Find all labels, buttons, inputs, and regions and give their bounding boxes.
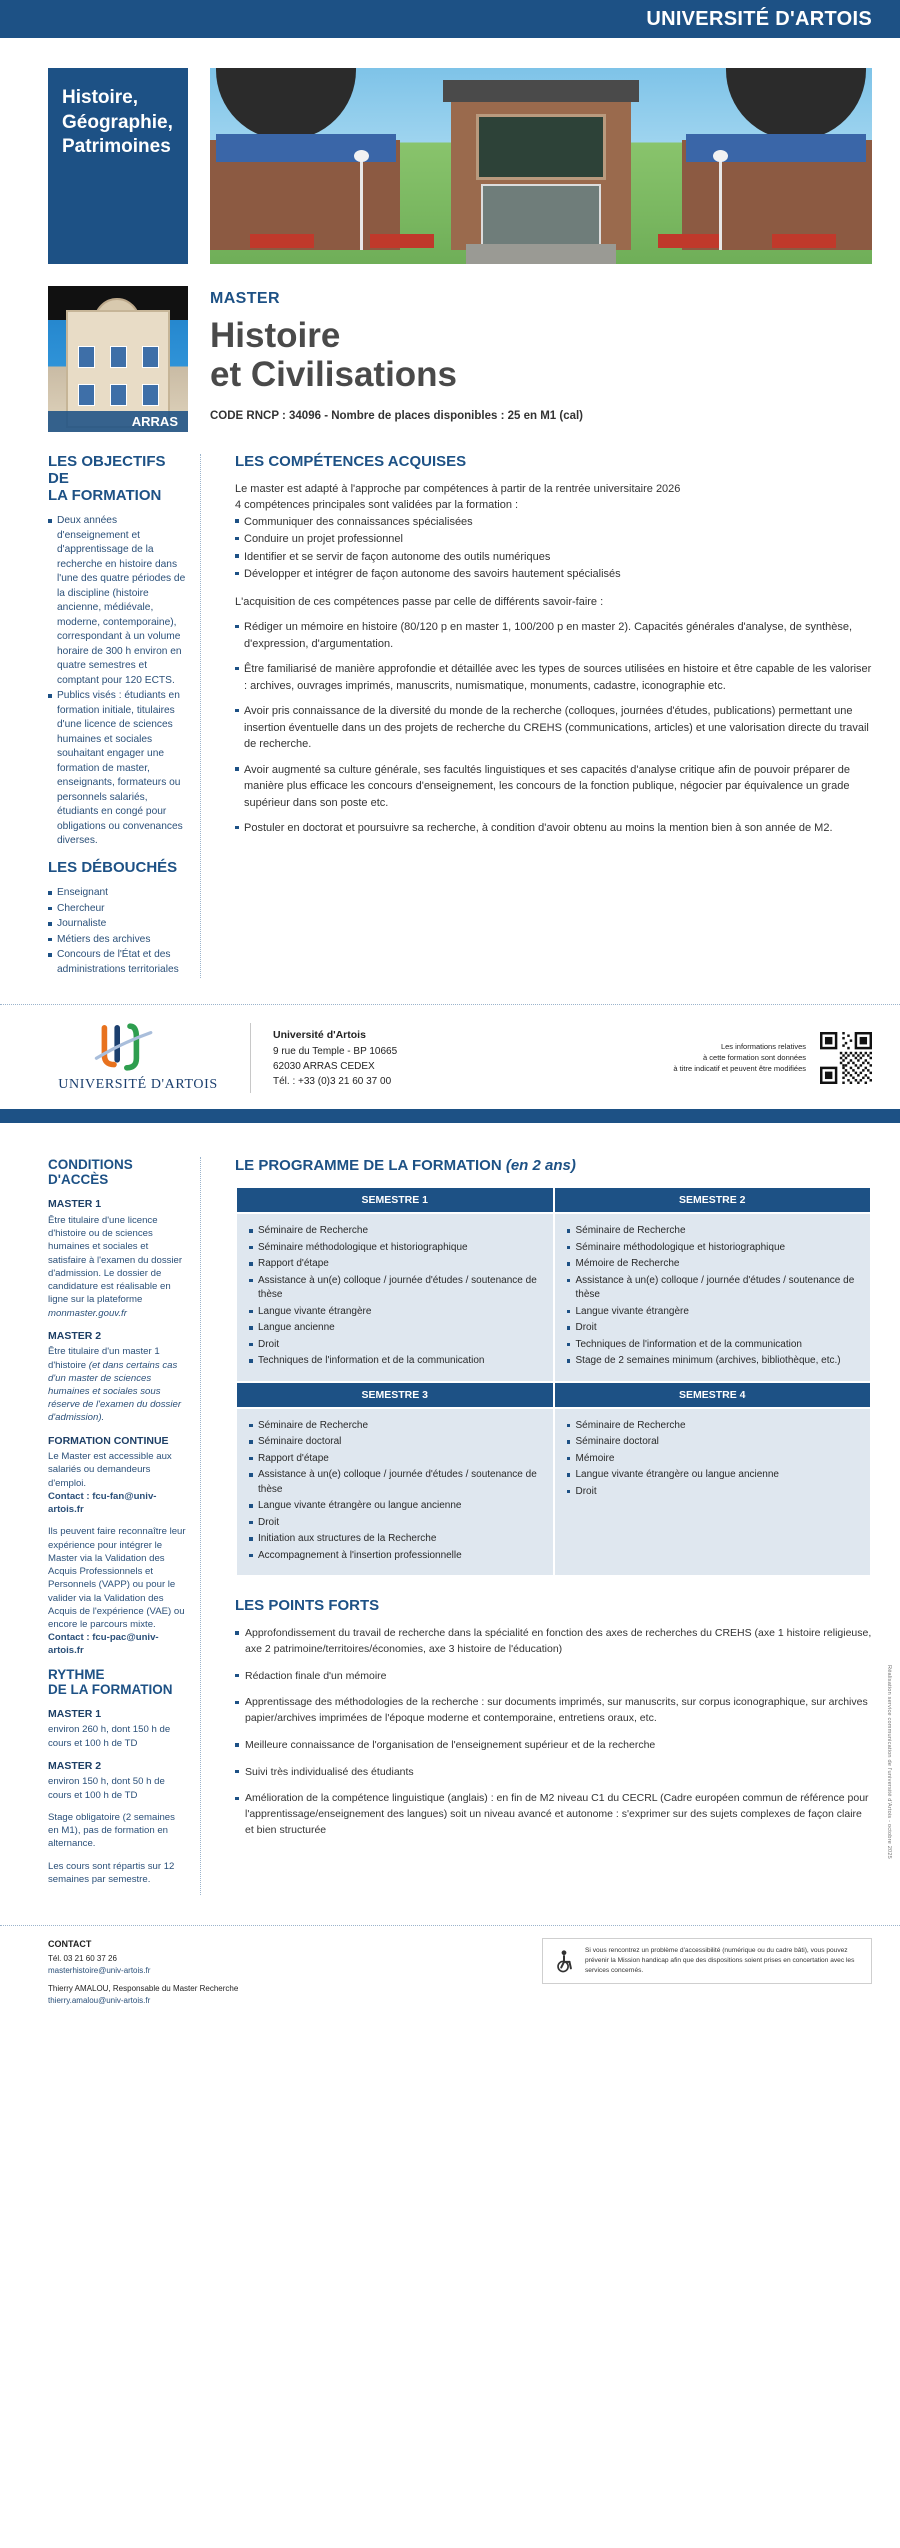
master-title-line1: Histoire [210,316,341,355]
semester-2-cell [554,1213,872,1382]
debouches-heading: LES DÉBOUCHÉS [48,858,178,876]
monmaster-link[interactable]: monmaster.gouv.fr [48,1307,127,1319]
title-row [0,264,900,432]
formation-continue-text: Le Master est accessible aux salariés ou demandeurs d'emploi. Contact : fcu-fan@univ-artois.fr [48,1451,172,1516]
points-forts-section [235,1597,872,1839]
list-item: Enseignant [48,886,186,900]
competences-column [217,454,872,978]
vap-contact-email[interactable]: Contact : fcu-pac@univ-artois.fr [48,1632,159,1657]
list-item: Avoir augmenté sa culture générale, ses facultés linguistiques et ses capacités d'analyse critique afin de pouvoir préparer de manière plus efficace les concours d'enseignement, les concours de la fonction publique, négocier par équivalence un grade supérieur dans son poste etc. [235,762,872,812]
lower-section [0,1135,900,1895]
list-item: Assistance à un(e) colloque / journée d'études / soutenance de thèse [249,1468,541,1497]
left-column [48,454,200,978]
column-divider [200,454,201,978]
list-item: Deux années d'enseignement et d'apprentissage de la recherche en histoire dans l'une des quatre périodes de la discipline (histoire ancienne, médiévale, moderne, contemporaine), correspondant à un volume horaire de 300 h environ en quatre semestres et comptant pour 120 ECTS. [48,514,186,688]
list-item: Rédaction finale d'un mémoire [235,1669,872,1685]
table-row-headers-2 [236,1382,871,1408]
rythme-m1-title: MASTER 1 [48,1707,102,1720]
list-item: Apprentissage des méthodologies de la recherche : sur documents imprimés, sur manuscrits, sur corpus iconographique, sur archives papier/archives imprimées de l'époque moderne et contemporaine, entretiens oraux, etc. [235,1695,872,1727]
list-item: Séminaire de Recherche [249,1419,541,1434]
list-item: Publics visés : étudiants en formation initiale, titulaires d'une licence de sciences humaines et sociales souhaitant engager une formation de master, enseignants, formateurs ou personnels salariés, étudiants en congé pour obligations ou convenances diverses. [48,689,186,848]
wheelchair-accessibility-icon [553,1949,575,1973]
info-disclaimer: Les informations relatives à cette formation sont données à titre indicatif et peuvent être modifiées [673,1041,806,1073]
list-item: Droit [249,1516,541,1531]
list-item: Journaliste [48,917,186,931]
conditions-master2-title: MASTER 2 [48,1329,102,1342]
address-name: Université d'Artois [273,1028,366,1041]
rythme-stage: Stage obligatoire (2 semaines en M1), pas de formation en alternance. [48,1811,175,1850]
programme-heading: LE PROGRAMME DE LA FORMATION (en 2 ans) [235,1157,576,1175]
master-title-line2: et Civilisations [210,355,458,395]
list-item: Métiers des archives [48,933,186,947]
list-item: Amélioration de la compétence linguistique (anglais) : en fin de M2 niveau C1 du CECRL (Cadre européen commun de référence pour l'apprentissage/enseignement des langues) soit un niveau avancé et autonome : s'exprimer sur des sujets complexes de façon claire et bien structurée [235,1791,872,1838]
lower-column-divider [200,1157,201,1895]
list-item: Séminaire de Recherche [249,1224,541,1239]
mid-footer-right [673,1032,872,1084]
university-title: UNIVERSITÉ D'ARTOIS [646,7,872,30]
table-row-s1-s2 [236,1213,871,1382]
mid-footer [0,1004,900,1109]
list-item: Initiation aux structures de la Recherche [249,1532,541,1547]
domain-badge-label: Histoire, Géographie, Patrimoines [62,87,173,158]
list-item: Rapport d'étape [249,1257,541,1272]
vap-text: Ils peuvent faire reconnaître leur expérience pour intégrer le Master via la Validation des Acquis Professionnels et Personnels (VAPP) ou pour le valider via la Validation des Acquis de l'expérience (VAE) ou encore le parcours mixte. Contact : fcu-pac@univ-artois.fr [48,1526,186,1657]
list-item: Chercheur [48,902,186,916]
contact-block [48,1938,238,2007]
bottom-footer [0,1925,900,2029]
page-title [210,316,872,394]
table-row-headers-1 [236,1187,871,1213]
list-item: Techniques de l'information et de la communication [567,1338,859,1353]
objectifs-heading: LES OBJECTIFS DE LA FORMATION [48,453,166,504]
list-item: Meilleure connaissance de l'organisation de l'enseignement supérieur et de la recherche [235,1738,872,1754]
list-item: Développer et intégrer de façon autonome des savoirs hautement spécialisés [235,566,872,583]
semester-2-header: SEMESTRE 2 [554,1187,872,1213]
conditions-heading: CONDITIONS D'ACCÈS [48,1157,133,1188]
arras-city-label: ARRAS [48,411,188,432]
list-item: Techniques de l'information et de la communication [249,1354,541,1369]
semester-1-cell [236,1213,554,1382]
vertical-credit-text: Réalisation service communication de l'université d'Artois - octobre 2025 [886,1664,892,1859]
list-item: Séminaire méthodologique et historiographique [249,1241,541,1256]
arras-belfry-photo [48,286,188,432]
competences-intro-1: Le master est adapté à l'approche par compétences à partir de la rentrée universitaire 2026 [235,482,681,495]
list-item: Langue ancienne [249,1321,541,1336]
list-item: Langue vivante étrangère [249,1305,541,1320]
rythme-m2-title: MASTER 2 [48,1759,102,1772]
list-item: Assistance à un(e) colloque / journée d'études / soutenance de thèse [249,1274,541,1303]
competences-main-list [235,514,872,583]
points-forts-list [235,1626,872,1839]
debouches-list [48,886,186,977]
rncp-code-line: CODE RNCP : 34096 - Nombre de places disponibles : 25 en M1 (cal) [210,410,584,423]
hero-row [0,38,900,264]
university-logo [48,1023,228,1093]
main-content [0,432,900,978]
address-city: 62030 ARRAS CEDEX [273,1060,375,1072]
logo-wordmark: UNIVERSITÉ D'ARTOIS [58,1077,218,1093]
contact-person-email[interactable]: thierry.amalou@univ-artois.fr [48,1995,151,2005]
list-item: Postuler en doctorat et poursuivre sa recherche, à condition d'avoir obtenu au moins la mention bien à son année de M2. [235,820,872,837]
blue-divider-band [0,1109,900,1123]
semester-4-header: SEMESTRE 4 [554,1382,872,1408]
list-item: Être familiarisé de manière approfondie et détaillée avec les types de sources utilisées en histoire et être capable de les valoriser : archives, ouvrages imprimés, manuscrits, numismatique, monuments, cadastre, iconographie etc. [235,661,872,694]
top-blue-bar [0,0,900,38]
domain-badge [48,68,188,264]
accessibility-text: Si vous rencontrez un problème d'accessibilité (numérique ou du cadre bâti), vous pouvez prévenir la Mission handicap afin que des dispositions soient prises en concertation avec les services concernés. [585,1947,855,1974]
list-item: Droit [249,1338,541,1353]
list-item: Rédiger un mémoire en histoire (80/120 p en master 1, 100/200 p en master 2). Capacités générales d'analyse, de synthèse, d'expression, d'argumentation. [235,619,872,652]
semester-3-header: SEMESTRE 3 [236,1382,554,1408]
list-item: Droit [567,1321,859,1336]
list-item: Assistance à un(e) colloque / journée d'études / soutenance de thèse [567,1274,859,1303]
semester-3-cell [236,1408,554,1577]
list-item: Langue vivante étrangère ou langue ancienne [249,1499,541,1514]
programme-column [217,1157,872,1895]
list-item: Droit [567,1485,859,1500]
fc-contact-email[interactable]: Contact : fcu-fan@univ-artois.fr [48,1490,157,1516]
list-item: Mémoire de Recherche [567,1257,859,1272]
address-street: 9 rue du Temple - BP 10665 [273,1045,398,1057]
university-address [273,1028,397,1089]
competences-bridge: L'acquisition de ces compétences passe par celle de différents savoir-faire : [235,595,604,608]
campus-building-photo [210,68,872,264]
conditions-master1-title: MASTER 1 [48,1198,102,1211]
list-item: Stage de 2 semaines minimum (archives, bibliothèque, etc.) [567,1354,859,1369]
formation-continue-title: FORMATION CONTINUE [48,1434,169,1447]
list-item: Identifier et se servir de façon autonome des outils numériques [235,549,872,566]
list-item: Avoir pris connaissance de la diversité du monde de la recherche (colloques, journées d'études, publications) permettant une insertion éventuelle dans un des projets de recherche du CREHS (communications, articles) et une valorisation directe du travail de recherche. [235,703,872,753]
competences-heading: LES COMPÉTENCES ACQUISES [235,453,467,470]
list-item: Langue vivante étrangère ou langue ancienne [567,1468,859,1483]
programme-table [235,1186,872,1577]
list-item: Suivi très individualisé des étudiants [235,1765,872,1781]
list-item: Mémoire [567,1452,859,1467]
contact-email[interactable]: masterhistoire@univ-artois.fr [48,1965,151,1975]
table-row-s3-s4 [236,1408,871,1577]
list-item: Communiquer des connaissances spécialisées [235,514,872,531]
rythme-heading: RYTHME DE LA FORMATION [48,1666,173,1697]
list-item: Conduire un projet professionnel [235,531,872,548]
rythme-m1-text: environ 260 h, dont 150 h de cours et 100 h de TD [48,1724,171,1749]
list-item: Séminaire de Recherche [567,1224,859,1239]
list-item: Séminaire méthodologique et historiographique [567,1241,859,1256]
savoir-faire-list [235,619,872,837]
conditions-master1-text: Être titulaire d'une licence d'histoire ou de sciences humaines et sociales et satisfaire à l'examen du dossier d'admission. Le dossier de candidature est réalisable en ligne sur la plateforme monmaster.gouv.fr [48,1214,183,1319]
accessibility-notice [542,1938,872,1984]
master-kicker: MASTER [210,290,280,307]
list-item: Concours de l'État et des administrations territoriales [48,948,186,977]
qr-code[interactable] [820,1032,872,1084]
points-forts-heading: LES POINTS FORTS [235,1597,380,1615]
semester-1-header: SEMESTRE 1 [236,1187,554,1213]
address-phone: Tél. : +33 (0)3 21 60 37 00 [273,1075,392,1087]
artois-logo-icon [90,1023,186,1071]
contact-heading: CONTACT [48,1939,92,1949]
master-title-block [210,286,872,432]
objectifs-list [48,514,186,848]
list-item: Accompagnement à l'insertion professionnelle [249,1549,541,1564]
contact-phone: Tél. 03 21 60 37 26 [48,1953,117,1963]
contact-person: Thierry AMALOU, Responsable du Master Recherche [48,1983,239,1993]
list-item: Séminaire doctoral [249,1435,541,1450]
competences-intro-2: 4 compétences principales sont validées par la formation : [235,499,519,512]
logo-separator [250,1023,251,1093]
list-item: Langue vivante étrangère [567,1305,859,1320]
list-item: Rapport d'étape [249,1452,541,1467]
semester-4-cell [554,1408,872,1577]
rythme-m2-text: environ 150 h, dont 50 h de cours et 100 h de TD [48,1776,165,1801]
conditions-column [48,1157,200,1895]
conditions-master2-text: Être titulaire d'un master 1 d'histoire (et dans certains cas d'un master de sciences humaines et sociales sous réserve de l'examen du dossier d'admission). [48,1346,182,1424]
rythme-repartition: Les cours sont répartis sur 12 semaines par semestre. [48,1860,175,1885]
list-item: Séminaire de Recherche [567,1419,859,1434]
list-item: Séminaire doctoral [567,1435,859,1450]
list-item: Approfondissement du travail de recherche dans la spécialité en fonction des axes de recherches du CREHS (axe 1 histoire religieuse, axe 2 patrimoine/territoires/économies, axe 3 histoire de l'éducation) [235,1626,872,1658]
